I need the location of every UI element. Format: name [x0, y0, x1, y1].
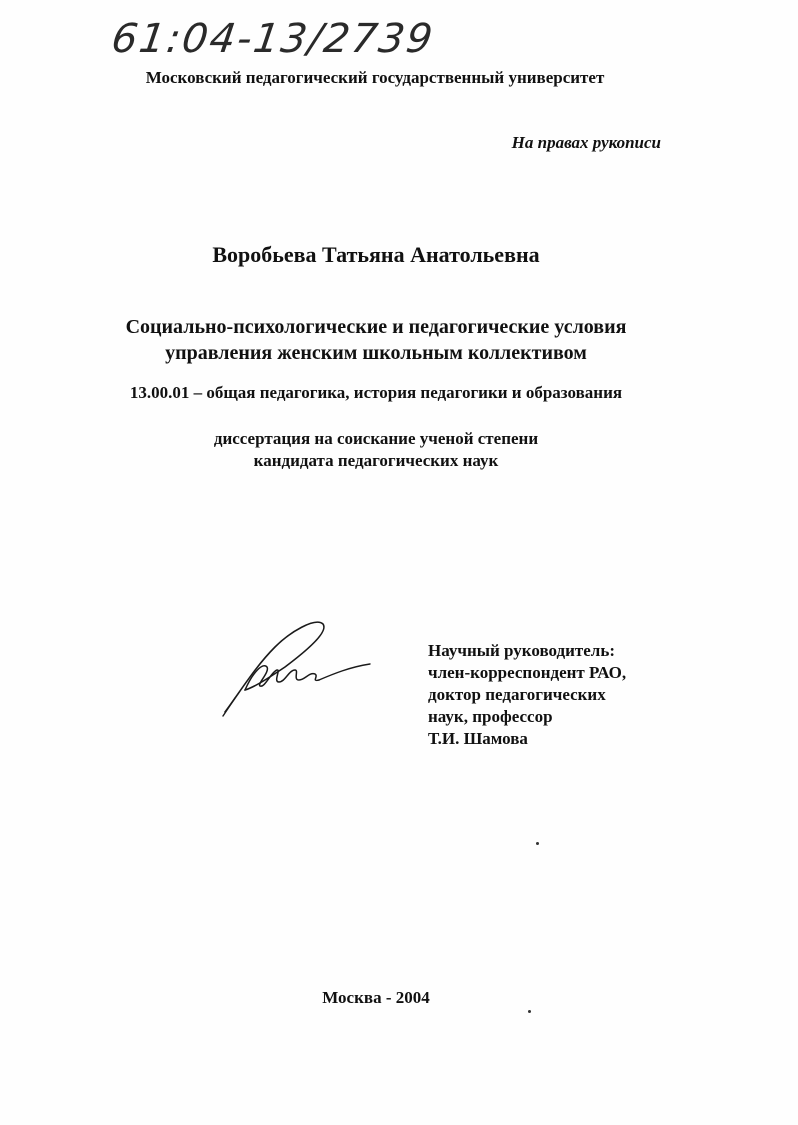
degree-line: кандидата педагогических наук	[253, 451, 499, 470]
specialty-code: 13.00.01 – общая педагогика, история педагогики и образования	[129, 383, 623, 402]
thesis-title	[0, 314, 752, 366]
author-name: Воробьева Татьяна Анатольевна	[212, 242, 540, 267]
university-name: Московский педагогический государственный университет	[145, 68, 605, 87]
supervisor-title-line: член-корреспондент РАО,	[428, 663, 627, 682]
supervisor-title-line: наук, профессор	[428, 707, 553, 726]
degree-line: диссертация на соискание ученой степени	[213, 429, 539, 448]
degree-statement	[0, 428, 752, 472]
supervisor-name: Т.И. Шамова	[428, 729, 528, 748]
manuscript-rights-note: На правах рукописи	[511, 133, 661, 152]
handwritten-archive-code: 61:04-13/2739	[108, 16, 438, 62]
scan-speck	[528, 1010, 531, 1013]
supervisor-title-line: доктор педагогических	[428, 685, 606, 704]
author-signature	[215, 612, 375, 722]
city-and-year: Москва - 2004	[322, 988, 430, 1007]
supervisor-label: Научный руководитель:	[428, 641, 615, 660]
scientific-supervisor-block	[428, 640, 626, 750]
scan-speck	[536, 842, 539, 845]
thesis-title-line: Социально-психологические и педагогические условия	[125, 316, 627, 338]
thesis-title-line: управления женским школьным коллективом	[165, 342, 587, 364]
